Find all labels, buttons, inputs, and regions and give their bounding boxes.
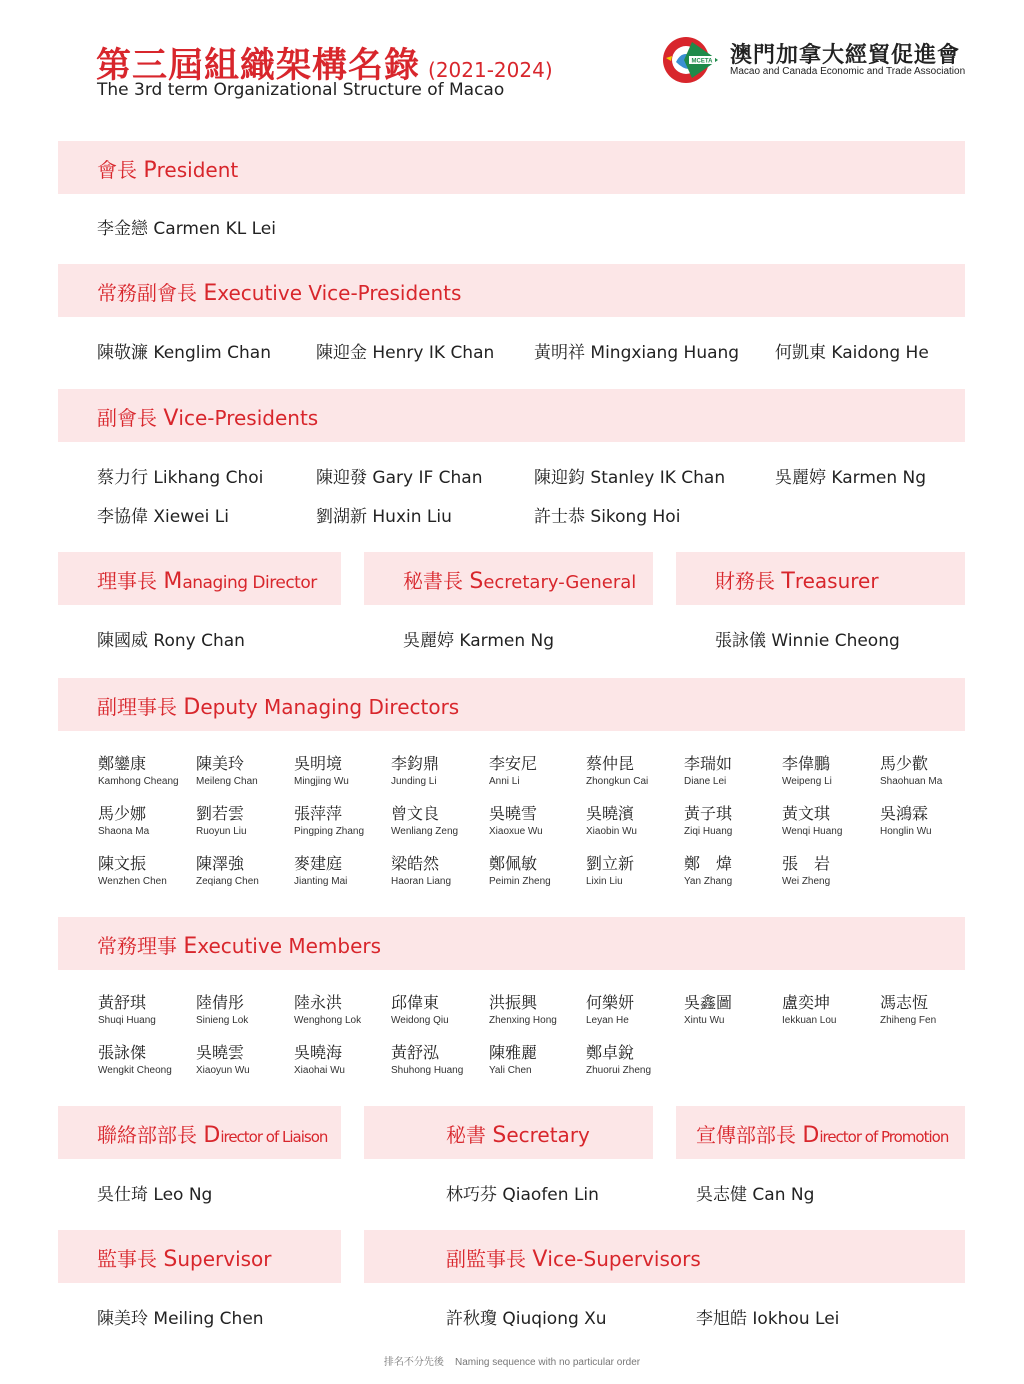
label-cn: 副理事長 [97, 695, 177, 719]
footer-note [0, 1353, 1024, 1368]
deputy-md-member [196, 801, 291, 837]
label-en-rest: ecretary [506, 1123, 590, 1147]
member-name-cn: 吳曉雪 [489, 804, 538, 823]
member-name-cn: 吳鑫圖 [684, 993, 733, 1012]
member-name-cn: 梁皓然 [391, 854, 440, 873]
section-label [97, 565, 317, 594]
section-secretary-header [364, 1106, 653, 1159]
association-name-en: Macao and Canada Economic and Trade Association [730, 66, 966, 77]
deputy-md-member [391, 801, 486, 837]
member-name-en: Mingjing Wu [294, 776, 349, 787]
member-name-en: Zeqiang Chen [196, 876, 259, 887]
member-name-cn: 陳澤強 [196, 854, 245, 873]
deputy-md-member [586, 851, 681, 887]
member-name-cn: 盧奕坤 [782, 993, 831, 1012]
deputy-md-member [294, 751, 389, 787]
member-name-cn: 李偉鵬 [782, 754, 831, 773]
member-name-cn: 陳文振 [98, 854, 147, 873]
member-name-en: Diane Lei [684, 776, 727, 787]
exec-member [489, 990, 584, 1026]
label-en-initial: P [143, 158, 157, 183]
member-name-en: Leyan He [586, 1015, 629, 1026]
label-cn: 常務副會長 [97, 281, 197, 305]
exec-member [98, 1040, 193, 1076]
member-name-cn: 吳曉濱 [586, 804, 635, 823]
member-name-en: Xiaobin Wu [586, 826, 637, 837]
member-name-cn: 鄭卓銳 [586, 1043, 635, 1062]
label-en-initial: V [532, 1247, 548, 1272]
member-name-cn: 馬少娜 [98, 804, 147, 823]
exec-member [684, 990, 779, 1026]
member-name-cn: 黃舒琪 [98, 993, 147, 1012]
member-name-en: Wenliang Zeng [391, 826, 459, 837]
label-cn: 副監事長 [446, 1247, 526, 1271]
exec-member [196, 990, 291, 1026]
member-name-cn: 吳鴻霖 [880, 804, 929, 823]
vp-name: 李協偉 Xiewei Li [97, 507, 229, 527]
member-name-en: Yali Chen [489, 1065, 532, 1076]
member-name-en: Zhiheng Fen [880, 1015, 937, 1026]
label-cn: 會長 [97, 158, 137, 182]
exec-vp-name: 黃明祥 Mingxiang Huang [534, 343, 740, 363]
exec-member [98, 990, 193, 1026]
member-name-en: Kamhong Cheang [98, 776, 179, 787]
vp-name: 陳迎鈞 Stanley IK Chan [534, 468, 726, 488]
label-en-initial: T [781, 569, 795, 594]
member-name-cn: 陳雅麗 [489, 1043, 538, 1062]
deputy-md-member [782, 851, 877, 887]
president-name: 李金戀 Carmen KL Lei [97, 219, 276, 239]
section-label [97, 1243, 272, 1272]
member-name-cn: 邱偉東 [391, 993, 440, 1012]
exec-member [782, 990, 877, 1026]
label-en-initial: D [802, 1123, 820, 1148]
section-label [696, 1119, 948, 1148]
member-name-en: Xintu Wu [684, 1015, 725, 1026]
label-en-rest: ice-Presidents [178, 406, 319, 430]
member-name-cn: 麥建庭 [294, 854, 343, 873]
association-emblem-icon [662, 36, 724, 84]
section-liaison-header [58, 1106, 341, 1159]
member-name-en: Weipeng Li [782, 776, 832, 787]
member-name-cn: 鄭佩敏 [489, 854, 538, 873]
deputy-md-member [196, 751, 291, 787]
member-name-en: Zhongkun Cai [586, 776, 649, 787]
member-name-cn: 蔡仲昆 [586, 754, 635, 773]
label-cn: 常務理事 [97, 934, 177, 958]
page-title-cn: 第三屆組織架構名錄 [96, 46, 421, 86]
label-cn: 秘書 [446, 1123, 486, 1147]
member-name-cn: 馬少歡 [880, 754, 929, 773]
section-deputy-md-header [58, 678, 965, 731]
member-name-cn: 陸永洪 [294, 993, 343, 1012]
member-name-en: Yan Zhang [684, 876, 733, 887]
member-name-cn: 劉若雲 [196, 804, 245, 823]
member-name-en: Sinieng Lok [196, 1015, 249, 1026]
member-name-cn: 劉立新 [586, 854, 635, 873]
member-name-cn: 洪振興 [489, 993, 538, 1012]
member-name-cn: 張 岩 [782, 854, 831, 873]
label-en-rest: xecutive Vice-Presidents [217, 281, 462, 305]
member-name-cn: 李瑞如 [684, 754, 733, 773]
label-en-rest: irector of Liaison [220, 1128, 328, 1146]
member-name-en: Ziqi Huang [684, 826, 733, 837]
exec-member [196, 1040, 291, 1076]
treasurer-name: 張詠儀 Winnie Cheong [715, 631, 900, 651]
member-name-en: Zhuorui Zheng [586, 1065, 652, 1076]
vp-name: 陳迎發 Gary IF Chan [316, 468, 483, 488]
label-en-rest: resident [156, 158, 239, 182]
member-name-cn: 張萍萍 [294, 804, 343, 823]
deputy-md-member [294, 851, 389, 887]
member-name-en: Peimin Zheng [489, 876, 551, 887]
member-name-en: Zhenxing Hong [489, 1015, 557, 1026]
member-name-en: Junding Li [391, 776, 437, 787]
deputy-md-member [294, 801, 389, 837]
deputy-md-member [98, 801, 193, 837]
section-label [97, 402, 318, 431]
label-en-rest: eputy Managing Directors [200, 695, 460, 719]
section-treasurer-header [676, 552, 965, 605]
member-name-cn: 黃文琪 [782, 804, 831, 823]
label-en-rest: irector of Promotion [819, 1128, 949, 1146]
deputy-md-member [196, 851, 291, 887]
exec-member [586, 1040, 681, 1076]
member-name-cn: 鄭鑾康 [98, 754, 147, 773]
association-name-cn: 澳門加拿大經貿促進會 [730, 43, 961, 68]
section-label [97, 154, 238, 183]
label-cn: 秘書長 [403, 569, 463, 593]
member-name-en: Shaona Ma [98, 826, 150, 837]
deputy-md-member [489, 851, 584, 887]
exec-member [880, 990, 975, 1026]
section-exec-members-header [58, 917, 965, 970]
member-name-en: Wenzhen Chen [98, 876, 167, 887]
exec-member [489, 1040, 584, 1076]
member-name-en: Jianting Mai [294, 876, 348, 887]
exec-vp-name: 何凱東 Kaidong He [775, 343, 929, 363]
term-years: (2021-2024) [428, 58, 553, 82]
label-cn: 宣傳部部長 [696, 1123, 796, 1147]
member-name-cn: 李安尼 [489, 754, 538, 773]
section-exec-vp-header [58, 264, 965, 317]
section-label [446, 1119, 590, 1148]
exec-vp-name: 陳迎金 Henry IK Chan [316, 343, 495, 363]
label-cn: 聯絡部部長 [97, 1123, 197, 1147]
exec-member [586, 990, 681, 1026]
member-name-en: Iekkuan Lou [782, 1015, 837, 1026]
member-name-en: Lixin Liu [586, 876, 623, 887]
label-cn: 財務長 [715, 569, 775, 593]
label-en-initial: M [163, 569, 183, 594]
member-name-cn: 曾文良 [391, 804, 440, 823]
member-name-cn: 陸倩彤 [196, 993, 245, 1012]
section-vice-supervisors-header [364, 1230, 965, 1283]
section-secretary-general-header [364, 552, 653, 605]
section-label [446, 1243, 701, 1272]
label-en-initial: E [203, 281, 218, 306]
label-en-initial: V [163, 406, 179, 431]
member-name-en: Wenghong Lok [294, 1015, 362, 1026]
deputy-md-member [489, 801, 584, 837]
deputy-md-member [880, 751, 975, 787]
member-name-en: Ruoyun Liu [196, 826, 247, 837]
label-en-rest: anaging Director [182, 573, 317, 593]
exec-member [294, 990, 389, 1026]
deputy-md-member [391, 751, 486, 787]
member-name-en: Xiaohai Wu [294, 1065, 345, 1076]
member-name-en: Wenqi Huang [782, 826, 843, 837]
label-en-rest: ecretary-General [483, 572, 637, 593]
label-en-rest: ice-Supervisors [547, 1247, 701, 1271]
member-name-cn: 李鈞鼎 [391, 754, 440, 773]
deputy-md-member [880, 801, 975, 837]
section-managing-director-header [58, 552, 341, 605]
vice-supervisor-name: 李旭皓 Iokhou Lei [696, 1309, 840, 1329]
section-label [715, 565, 879, 594]
deputy-md-member [586, 801, 681, 837]
label-cn: 理事長 [97, 569, 157, 593]
member-name-en: Haoran Liang [391, 876, 452, 887]
liaison-name: 吳仕琦 Leo Ng [97, 1185, 213, 1205]
member-name-en: Wei Zheng [782, 876, 831, 887]
section-label [97, 277, 461, 306]
exec-member [391, 1040, 486, 1076]
section-label [97, 1119, 327, 1148]
secretary-general-name: 吳麗婷 Karmen Ng [403, 631, 555, 651]
member-name-cn: 吳曉雲 [196, 1043, 245, 1062]
label-en-initial: S [469, 569, 484, 594]
deputy-md-member [98, 851, 193, 887]
member-name-en: Weidong Qiu [391, 1015, 449, 1026]
member-name-en: Shaohuan Ma [880, 776, 943, 787]
member-name-cn: 鄭 煒 [684, 854, 733, 873]
page-subtitle: The 3rd term Organizational Structure of Macao [97, 80, 505, 100]
vp-name: 劉湖新 Huxin Liu [316, 507, 452, 527]
deputy-md-member [684, 751, 779, 787]
label-en-rest: xecutive Members [197, 934, 382, 958]
member-name-en: Xiaoxue Wu [489, 826, 543, 837]
section-label [97, 691, 459, 720]
vp-name: 吳麗婷 Karmen Ng [775, 468, 927, 488]
deputy-md-member [684, 801, 779, 837]
section-label [97, 930, 381, 959]
label-en-initial: D [203, 1123, 221, 1148]
vp-name: 蔡力行 Likhang Choi [97, 468, 264, 488]
section-promotion-header [676, 1106, 965, 1159]
deputy-md-member [782, 751, 877, 787]
member-name-en: Meileng Chan [196, 776, 258, 787]
logo-badge-text: MCETA [691, 58, 713, 65]
label-en-initial: S [492, 1123, 507, 1148]
label-cn: 監事長 [97, 1247, 157, 1271]
label-en-initial: E [183, 934, 198, 959]
member-name-en: Pingping Zhang [294, 826, 365, 837]
deputy-md-member [98, 751, 193, 787]
association-logo [662, 36, 966, 84]
supervisor-name: 陳美玲 Meiling Chen [97, 1309, 264, 1329]
deputy-md-member [489, 751, 584, 787]
exec-vp-name: 陳敬濂 Kenglim Chan [97, 343, 271, 363]
deputy-md-member [782, 801, 877, 837]
secretary-name: 林巧芬 Qiaofen Lin [446, 1185, 599, 1205]
member-name-en: Xiaoyun Wu [196, 1065, 250, 1076]
member-name-en: Shuhong Huang [391, 1065, 464, 1076]
exec-member [294, 1040, 389, 1076]
member-name-en: Anni Li [489, 776, 520, 787]
deputy-md-member [684, 851, 779, 887]
label-en-rest: upervisor [177, 1247, 272, 1271]
section-supervisor-header [58, 1230, 341, 1283]
member-name-cn: 陳美玲 [196, 754, 245, 773]
member-name-en: Wengkit Cheong [98, 1065, 172, 1076]
section-label [403, 565, 636, 594]
promotion-name: 吳志健 Can Ng [696, 1185, 815, 1205]
member-name-cn: 吳明境 [294, 754, 343, 773]
footer-note-en: Naming sequence with no particular order [455, 1357, 641, 1368]
member-name-cn: 黃子琪 [684, 804, 733, 823]
label-cn: 副會長 [97, 406, 157, 430]
vice-supervisor-name: 許秋瓊 Qiuqiong Xu [446, 1309, 607, 1329]
member-name-cn: 何樂妍 [586, 993, 635, 1012]
label-en-rest: reasurer [794, 569, 879, 593]
label-en-initial: S [163, 1247, 178, 1272]
deputy-md-member [586, 751, 681, 787]
member-name-en: Honglin Wu [880, 826, 932, 837]
footer-note-cn: 排名不分先後 [383, 1357, 444, 1368]
member-name-en: Shuqi Huang [98, 1015, 156, 1026]
label-en-initial: D [183, 695, 201, 720]
managing-director-name: 陳國威 Rony Chan [97, 631, 245, 651]
section-president-header [58, 141, 965, 194]
exec-member [391, 990, 486, 1026]
section-vp-header [58, 389, 965, 442]
deputy-md-member [391, 851, 486, 887]
member-name-cn: 馮志恆 [880, 993, 929, 1012]
vp-name: 許士恭 Sikong Hoi [534, 507, 681, 527]
member-name-cn: 張詠傑 [98, 1043, 147, 1062]
member-name-cn: 吳曉海 [294, 1043, 343, 1062]
member-name-cn: 黃舒泓 [391, 1043, 440, 1062]
